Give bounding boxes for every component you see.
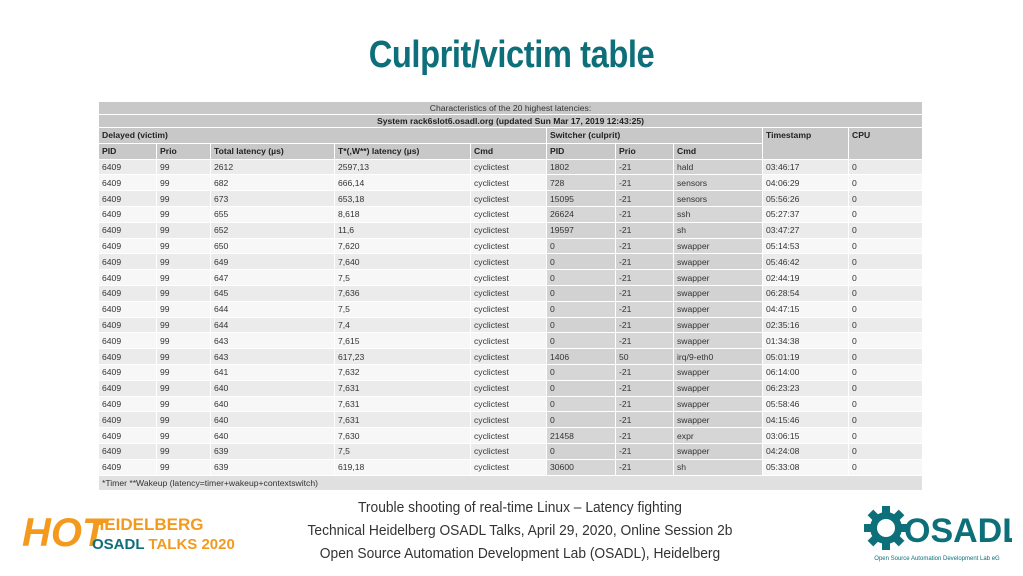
table-cell: 0 (849, 206, 923, 222)
table-cell: swapper (674, 443, 763, 459)
group-culprit: Switcher (culprit) (547, 128, 763, 144)
table-cell: 99 (157, 206, 211, 222)
table-cell: cyclictest (471, 238, 547, 254)
table-cell: 7,631 (335, 396, 471, 412)
table-cell: -21 (616, 396, 674, 412)
hot-heidelberg: HEIDELBERG (92, 515, 204, 534)
table-cell: 7,620 (335, 238, 471, 254)
col-header: Prio (616, 143, 674, 159)
table-cell: 640 (211, 380, 335, 396)
table-cell: 647 (211, 270, 335, 286)
table-row (99, 349, 923, 365)
table-cell: 0 (547, 301, 616, 317)
table-cell: 7,636 (335, 285, 471, 301)
table-cell: 1406 (547, 349, 616, 365)
table-cell: 2597,13 (335, 159, 471, 175)
table-cell: 655 (211, 206, 335, 222)
table-cell: 6409 (99, 238, 157, 254)
table-cell: 0 (547, 380, 616, 396)
table-cell: 6409 (99, 459, 157, 475)
table-cell: 6409 (99, 443, 157, 459)
table-cell: 99 (157, 333, 211, 349)
table-row (99, 412, 923, 428)
table-row (99, 159, 923, 175)
table-cell: swapper (674, 254, 763, 270)
table-cell: 0 (849, 222, 923, 238)
col-header: Cmd (674, 143, 763, 159)
table-row (99, 175, 923, 191)
table-cell: 6409 (99, 206, 157, 222)
group-victim: Delayed (victim) (99, 128, 547, 144)
table-cell: 06:28:54 (763, 285, 849, 301)
table-cell: 666,14 (335, 175, 471, 191)
hot-letters: HOT (22, 511, 107, 555)
table-cell: 6409 (99, 349, 157, 365)
table-row (99, 364, 923, 380)
table-cell: irq/9-eth0 (674, 349, 763, 365)
table-cell: cyclictest (471, 443, 547, 459)
table-cell: 7,631 (335, 412, 471, 428)
table-cell: 02:44:19 (763, 270, 849, 286)
table-cell: 05:46:42 (763, 254, 849, 270)
footer-text (262, 496, 777, 565)
table-row (99, 285, 923, 301)
table-cell: 0 (849, 159, 923, 175)
table-row (99, 459, 923, 475)
table-cell: swapper (674, 364, 763, 380)
table-cell: 99 (157, 443, 211, 459)
table-cell: cyclictest (471, 317, 547, 333)
slide-title: Culprit/victim table (368, 34, 655, 76)
table-cell: 99 (157, 412, 211, 428)
table-row (99, 238, 923, 254)
table-cell: 04:15:46 (763, 412, 849, 428)
table-cell: 0 (849, 301, 923, 317)
table-cell: -21 (616, 364, 674, 380)
table-cell: 7,632 (335, 364, 471, 380)
table-row (99, 270, 923, 286)
table-cell: -21 (616, 412, 674, 428)
table-cell: 06:23:23 (763, 380, 849, 396)
table-cell: swapper (674, 412, 763, 428)
col-header: PID (547, 143, 616, 159)
table-cell: 643 (211, 349, 335, 365)
table-cell: 06:14:00 (763, 364, 849, 380)
table-row (99, 317, 923, 333)
table-cell: 6409 (99, 301, 157, 317)
table-cell: expr (674, 428, 763, 444)
table-cell: 0 (547, 412, 616, 428)
table-cell: cyclictest (471, 428, 547, 444)
table-cell: cyclictest (471, 159, 547, 175)
table-cell: 0 (849, 238, 923, 254)
table-cell: 6409 (99, 175, 157, 191)
table-cell: 15095 (547, 191, 616, 207)
table-cell: 99 (157, 459, 211, 475)
table-cell: 99 (157, 285, 211, 301)
table-cell: 649 (211, 254, 335, 270)
osadl-logo (862, 498, 1012, 570)
table-cell: 0 (849, 333, 923, 349)
table-cell: cyclictest (471, 254, 547, 270)
table-cell: 0 (849, 175, 923, 191)
table-cell: 0 (849, 364, 923, 380)
table-cell: -21 (616, 443, 674, 459)
table-cell: -21 (616, 238, 674, 254)
table-cell: cyclictest (471, 396, 547, 412)
table-row (99, 222, 923, 238)
table-cell: 8,618 (335, 206, 471, 222)
table-cell: 99 (157, 364, 211, 380)
table-cell: 6409 (99, 412, 157, 428)
table-cell: 99 (157, 191, 211, 207)
table-cell: 26624 (547, 206, 616, 222)
table-cell: cyclictest (471, 222, 547, 238)
table-cell: hald (674, 159, 763, 175)
table-row (99, 396, 923, 412)
table-cell: 7,5 (335, 270, 471, 286)
table-cell: 0 (849, 459, 923, 475)
table-cell: 01:34:38 (763, 333, 849, 349)
footer-line-3: Open Source Automation Development Lab (OSADL), Heidelberg (319, 545, 721, 562)
table-row (99, 191, 923, 207)
table-cell: 04:06:29 (763, 175, 849, 191)
table-row (99, 443, 923, 459)
table-cell: 0 (849, 349, 923, 365)
table-cell: 0 (547, 270, 616, 286)
table-cell: 0 (849, 380, 923, 396)
table-cell: cyclictest (471, 349, 547, 365)
table-cell: 644 (211, 317, 335, 333)
table-cell: 0 (849, 396, 923, 412)
table-cell: cyclictest (471, 380, 547, 396)
table-cell: 6409 (99, 333, 157, 349)
table-cell: 03:47:27 (763, 222, 849, 238)
table-cell: swapper (674, 317, 763, 333)
table-cell: 03:46:17 (763, 159, 849, 175)
table-cell: swapper (674, 238, 763, 254)
table-cell: -21 (616, 317, 674, 333)
table-cell: 21458 (547, 428, 616, 444)
table-cell: -21 (616, 285, 674, 301)
table-cell: 19597 (547, 222, 616, 238)
table-cell: 682 (211, 175, 335, 191)
table-cell: 728 (547, 175, 616, 191)
table-cell: swapper (674, 301, 763, 317)
table-cell: cyclictest (471, 206, 547, 222)
table-cell: 6409 (99, 159, 157, 175)
table-cell: cyclictest (471, 175, 547, 191)
table-cell: swapper (674, 270, 763, 286)
col-header: Prio (157, 143, 211, 159)
table-row (99, 254, 923, 270)
table-cell: -21 (616, 380, 674, 396)
table-cell: 6409 (99, 364, 157, 380)
table-cell: sh (674, 459, 763, 475)
table-cell: 99 (157, 380, 211, 396)
table-cell: 653,18 (335, 191, 471, 207)
table-cell: 7,640 (335, 254, 471, 270)
table-cell: 05:56:26 (763, 191, 849, 207)
table-cell: -21 (616, 222, 674, 238)
table-cell: 99 (157, 222, 211, 238)
table-cell: 11,6 (335, 222, 471, 238)
table-cell: 99 (157, 238, 211, 254)
table-cell: 50 (616, 349, 674, 365)
table-cell: swapper (674, 285, 763, 301)
table-cell: swapper (674, 380, 763, 396)
table-cell: 0 (849, 412, 923, 428)
table-cell: 99 (157, 396, 211, 412)
table-cell: 0 (547, 317, 616, 333)
table-cell: 645 (211, 285, 335, 301)
table-cell: 05:58:46 (763, 396, 849, 412)
table-cell: 04:24:08 (763, 443, 849, 459)
table-cell: 650 (211, 238, 335, 254)
table-cell: 7,4 (335, 317, 471, 333)
table-cell: sensors (674, 191, 763, 207)
table-footnote: *Timer **Wakeup (latency=timer+wakeup+contextswitch) (99, 475, 923, 491)
table-cell: 0 (849, 191, 923, 207)
table-cell: -21 (616, 459, 674, 475)
table-cell: cyclictest (471, 270, 547, 286)
table-cell: 99 (157, 254, 211, 270)
table-cell: 0 (547, 238, 616, 254)
table-row (99, 301, 923, 317)
col-header: Total latency (µs) (211, 143, 335, 159)
table-cell: 641 (211, 364, 335, 380)
table-cell: 99 (157, 428, 211, 444)
table-cell: 2612 (211, 159, 335, 175)
table-cell: cyclictest (471, 412, 547, 428)
table-cell: 05:33:08 (763, 459, 849, 475)
table-cell: -21 (616, 301, 674, 317)
table-row (99, 333, 923, 349)
table-cell: 619,18 (335, 459, 471, 475)
table-cell: 05:01:19 (763, 349, 849, 365)
table-cell: 03:06:15 (763, 428, 849, 444)
table-cell: 6409 (99, 285, 157, 301)
table-cell: 639 (211, 459, 335, 475)
osadl-subtitle: Open Source Automation Development Lab eG (874, 556, 1000, 562)
table-cell: 6409 (99, 428, 157, 444)
table-cell: 6409 (99, 380, 157, 396)
table-cell: 652 (211, 222, 335, 238)
table-cell: 0 (849, 285, 923, 301)
osadl-gear-icon (862, 498, 1012, 556)
table-cell: -21 (616, 175, 674, 191)
table-cell: cyclictest (471, 285, 547, 301)
table-cell: 0 (849, 443, 923, 459)
table-cell: 1802 (547, 159, 616, 175)
table-cell: 6409 (99, 222, 157, 238)
table-cell: cyclictest (471, 333, 547, 349)
table-cell: 0 (547, 254, 616, 270)
table-cell: 617,23 (335, 349, 471, 365)
osadl-word: OSADL (904, 512, 1012, 550)
footer-line-2: Technical Heidelberg OSADL Talks, April 29, 2020, Online Session 2b (307, 522, 733, 539)
table-cell: 7,631 (335, 380, 471, 396)
cpu-header: CPU (849, 128, 923, 160)
table-cell: 30600 (547, 459, 616, 475)
table-cell: 0 (547, 443, 616, 459)
table-cell: 99 (157, 317, 211, 333)
table-row (99, 380, 923, 396)
table-cell: 0 (547, 396, 616, 412)
table-row (99, 206, 923, 222)
table-cell: 0 (547, 364, 616, 380)
table-cell: 7,630 (335, 428, 471, 444)
table-system-line: System rack6slot6.osadl.org (updated Sun Mar 17, 2019 12:43:25) (99, 115, 923, 128)
hot-talks-logo (20, 508, 250, 558)
table-cell: -21 (616, 333, 674, 349)
table-cell: cyclictest (471, 459, 547, 475)
table-cell: 0 (547, 333, 616, 349)
table-cell: 99 (157, 270, 211, 286)
table-cell: 6409 (99, 254, 157, 270)
table-cell: 99 (157, 175, 211, 191)
table-cell: 639 (211, 443, 335, 459)
table-cell: 6409 (99, 317, 157, 333)
table-cell: 7,5 (335, 443, 471, 459)
table-cell: -21 (616, 159, 674, 175)
table-caption: Characteristics of the 20 highest latencies: (99, 102, 923, 115)
table-cell: 640 (211, 396, 335, 412)
table-cell: 7,5 (335, 301, 471, 317)
table-cell: cyclictest (471, 301, 547, 317)
table-cell: 0 (849, 270, 923, 286)
table-cell: 6409 (99, 191, 157, 207)
table-cell: swapper (674, 396, 763, 412)
table-cell: 0 (547, 285, 616, 301)
table-cell: 02:35:16 (763, 317, 849, 333)
table-cell: 04:47:15 (763, 301, 849, 317)
table-cell: sh (674, 222, 763, 238)
culprit-victim-table (98, 101, 922, 491)
table-cell: 99 (157, 301, 211, 317)
table-cell: 644 (211, 301, 335, 317)
footer-line-1: Trouble shooting of real-time Linux – Latency fighting (358, 499, 682, 516)
table-cell: -21 (616, 428, 674, 444)
table-cell: cyclictest (471, 191, 547, 207)
table-row (99, 428, 923, 444)
table-cell: 673 (211, 191, 335, 207)
timestamp-header: Timestamp (763, 128, 849, 160)
table-cell: 6409 (99, 270, 157, 286)
table-cell: 0 (849, 254, 923, 270)
table-cell: 640 (211, 412, 335, 428)
table-cell: 0 (849, 428, 923, 444)
table-cell: -21 (616, 191, 674, 207)
table-cell: -21 (616, 254, 674, 270)
table-cell: 99 (157, 159, 211, 175)
table-cell: 6409 (99, 396, 157, 412)
table-cell: ssh (674, 206, 763, 222)
table-cell: sensors (674, 175, 763, 191)
table-cell: 99 (157, 349, 211, 365)
table-cell: 643 (211, 333, 335, 349)
hot-line2: OSADL TALKS 2020 (92, 536, 235, 553)
col-header: PID (99, 143, 157, 159)
col-header: T*(,W**) latency (µs) (335, 143, 471, 159)
table-cell: -21 (616, 206, 674, 222)
table-cell: swapper (674, 333, 763, 349)
table-cell: 0 (849, 317, 923, 333)
table-cell: 7,615 (335, 333, 471, 349)
table-cell: 05:14:53 (763, 238, 849, 254)
col-header: Cmd (471, 143, 547, 159)
table-cell: cyclictest (471, 364, 547, 380)
table-cell: -21 (616, 270, 674, 286)
table-cell: 05:27:37 (763, 206, 849, 222)
table-cell: 640 (211, 428, 335, 444)
